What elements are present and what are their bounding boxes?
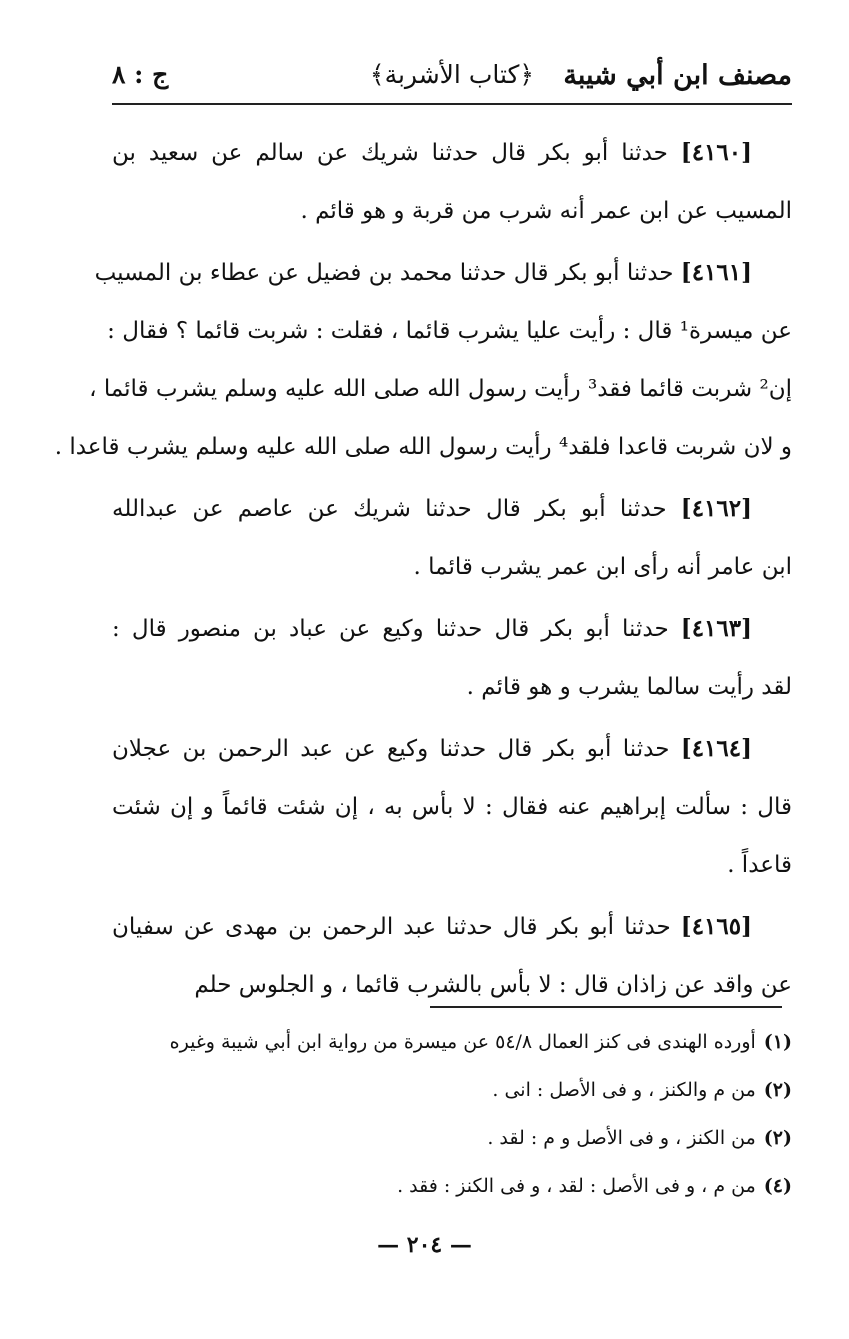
hadith-number: [٤١٦١] — [680, 259, 752, 286]
hadith-number: [٤١٦٢] — [680, 495, 752, 522]
hadith-line: ابن عامر أنه رأى ابن عمر يشرب قائما . — [413, 554, 792, 580]
hadith-line: إن² شربت قائما فقد³ رأيت رسول الله صلى الله عليه وسلم يشرب قائما ، — [89, 376, 792, 402]
footnote-text: من الكنز ، و فى الأصل و م : لقد . — [487, 1127, 756, 1149]
hadith-number: [٤١٦٤] — [680, 735, 753, 762]
footnote-marker: (١) — [763, 1031, 792, 1053]
footnote-text: من م ، و فى الأصل : لقد ، و فى الكنز : فقد . — [397, 1175, 756, 1197]
hadith-4162 — [112, 480, 792, 596]
hadith-number: [٤١٦٣] — [680, 615, 752, 642]
volume-number: ج : ٨ — [112, 60, 169, 89]
footnote-4 — [112, 1162, 792, 1210]
footnote-marker: (٢) — [763, 1127, 792, 1149]
footnote-text: من م والكنز ، و فى الأصل : انى . — [492, 1079, 756, 1101]
hadith-4165 — [112, 898, 792, 1014]
chapter-title: ﴿كتاب الأشربة﴾ — [369, 60, 535, 89]
hadith-line: [٤١٦٤] حدثنا أبو بكر قال حدثنا وكيع عن عبد الرحمن بن عجلان — [112, 735, 753, 762]
hadith-line: [٤١٦٥] حدثنا أبو بكر قال حدثنا عبد الرحمن بن مهدى عن سفيان — [112, 913, 752, 940]
hadith-line: لقد رأيت سالما يشرب و هو قائم . — [466, 674, 792, 700]
hadith-4161 — [54, 244, 792, 476]
footnote-1 — [112, 1018, 792, 1066]
hadith-4163 — [112, 600, 792, 716]
hadith-line: المسيب عن ابن عمر أنه شرب من قربة و هو قائم . — [300, 198, 792, 224]
hadith-body — [54, 124, 792, 1018]
footnote-3 — [112, 1114, 792, 1162]
footnote-marker: (٤) — [763, 1175, 792, 1197]
footnotes — [112, 1018, 792, 1210]
book-title: مصنف ابن أبي شيبة — [563, 60, 792, 91]
page-header — [112, 58, 792, 102]
hadith-line: [٤١٦٠] حدثنا أبو بكر قال حدثنا شريك عن سالم عن سعيد بن — [112, 139, 752, 166]
hadith-line: [٤١٦١] حدثنا أبو بكر قال حدثنا محمد بن فضيل عن عطاء بن المسيب — [94, 259, 752, 286]
footnote-text: أورده الهندى فى كنز العمال ٥٤/٨ عن ميسرة من رواية ابن أبي شيبة وغيره — [169, 1031, 756, 1053]
hadith-line: عن واقد عن زاذان قال : لا بأس بالشرب قائما ، و الجلوس حلم — [194, 972, 792, 998]
hadith-number: [٤١٦٠] — [680, 139, 752, 166]
hadith-line: [٤١٦٢] حدثنا أبو بكر قال حدثنا شريك عن عاصم عن عبدالله — [112, 495, 752, 522]
hadith-4164 — [112, 720, 792, 894]
hadith-line: [٤١٦٣] حدثنا أبو بكر قال حدثنا وكيع عن عباد بن منصور قال : — [112, 615, 752, 642]
hadith-line: قاعداً . — [727, 852, 792, 878]
footnote-divider — [430, 1006, 782, 1008]
hadith-line: قال : سألت إبراهيم عنه فقال : لا بأس به ، إن شئت قائماً و إن شئت — [112, 794, 792, 820]
hadith-line: و لان شربت قاعدا فلقد⁴ رأيت رسول الله صلى الله عليه وسلم يشرب قاعدا . — [54, 434, 792, 460]
header-divider — [112, 103, 792, 105]
hadith-number: [٤١٦٥] — [680, 913, 752, 940]
page-number: — ٢٠٤ — — [377, 1232, 472, 1258]
footnote-marker: (٢) — [763, 1079, 792, 1101]
hadith-line: عن ميسرة¹ قال : رأيت عليا يشرب قائما ، فقلت : شربت قائما ؟ فقال : — [107, 318, 792, 344]
hadith-4160 — [112, 124, 792, 240]
footnote-2 — [112, 1066, 792, 1114]
